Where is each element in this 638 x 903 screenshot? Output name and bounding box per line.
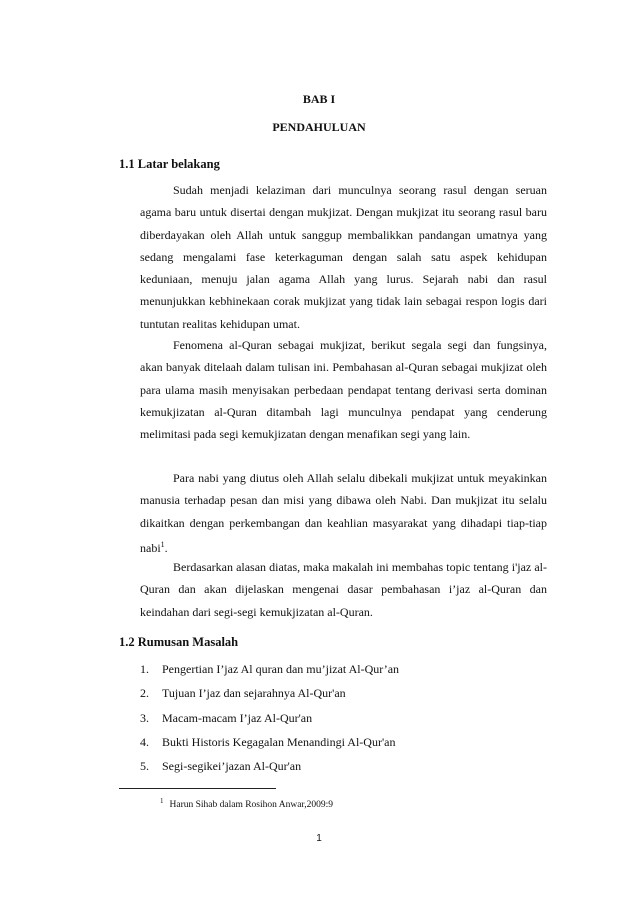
list-item — [140, 730, 399, 754]
paragraph-1 — [140, 179, 547, 335]
list-item — [140, 754, 399, 778]
list-item-text: Pengertian I’jaz Al quran dan mu’jizat Al-Qur’an — [162, 662, 400, 676]
paragraph-2 — [140, 334, 547, 445]
list-item-text: Macam-macam I’jaz Al-Qur'an — [162, 710, 313, 725]
paragraph-1-text: Sudah menjadi kelaziman dari munculnya seorang rasul dengan seruan agama baru untuk disertai dengan mukjizat. Dengan mukjizat itu seorang rasul baru diberdayakan oleh Allah untuk sanggup membalikkan pandangan umatnya yang sedang mengalami fase keterkaguman dengan salah satu aspek kehidupan keduniaan, menuju jalan agama Allah yang lurus. Sejarah nabi dan rasul menunjukkan kebhinekaan corak mukjizat yang tidak lain sebagai respon logis dari tuntutan realitas kehidupan umat. — [140, 183, 547, 331]
paragraph-4-text: Berdasarkan alasan diatas, maka makalah ini membahas topic tentang i'jaz al-Quran dan akan dijelaskan mengenai dasar pembahasan i’jaz al-Quran dan keindahan dari segi-segi kemukjizatan al-Quran. — [140, 560, 547, 619]
paragraph-3-text: Para nabi yang diutus oleh Allah selalu dibekali mukjizat untuk meyakinkan manusia terhadap pesan dan misi yang dibawa oleh Nabi. Dan mukjizat itu selalu dikaitkan dengan perkembangan dan keahlian masyarakat yang dihadapi tiap-tiap nabi — [140, 471, 547, 555]
paragraph-3: Para nabi yang diutus oleh Allah selalu dibekali mukjizat untuk meyakinkan manusia terhadap pesan dan misi yang dibawa oleh Nabi. Dan mukjizat itu selalu dikaitkan dengan perkembangan dan keahlian masyarakat yang dihadapi tiap-tiap nabi$^1$. — [140, 471, 547, 555]
list-item — [140, 681, 399, 705]
page-number: 1 — [316, 833, 322, 844]
section-heading-background: 1.1 Latar belakang — [119, 157, 220, 171]
footnote-number: 1 — [160, 797, 164, 805]
list-item-text: Bukti Historis Kegagalan Menandingi Al-Qur'an — [162, 734, 396, 749]
chapter-number: BAB I — [302, 92, 336, 106]
footnote-reference[interactable]: 1 — [160, 539, 165, 549]
list-item-number: 5. — [140, 759, 149, 774]
list-item-number: 3. — [140, 710, 149, 725]
list-item — [140, 657, 399, 681]
list-item — [140, 706, 399, 730]
list-item-number: 1. — [140, 662, 149, 676]
footnote — [160, 797, 333, 810]
list-item-text: Segi-segikei’jazan Al-Qur'an — [162, 759, 302, 774]
problem-list — [140, 657, 399, 778]
list-item-text: Tujuan I’jaz dan sejarahnya Al-Qur'an — [162, 686, 346, 701]
footnote-divider — [119, 788, 276, 789]
footnote-text: Harun Sihab dalam Rosihon Anwar,2009:9 — [169, 800, 333, 811]
chapter-title: PENDAHULUAN — [272, 120, 366, 134]
paragraph-2-text: Fenomena al-Quran sebagai mukjizat, berikut segala segi dan fungsinya, akan banyak ditelaah dalam tulisan ini. Pembahasan al-Quran sebagai mukjizat oleh para ulama masih menyisakan perbedaan pendapat tentang derivasi serta dominan kemukjizatan al-Quran ditambah lagi munculnya pendapat yang cenderung melimitasi pada segi kemukjizatan dengan menafikan segi yang lain. — [140, 338, 547, 442]
paragraph-4 — [140, 556, 547, 623]
list-item-number: 4. — [140, 734, 149, 749]
list-item-number: 2. — [140, 686, 149, 701]
section-heading-problem: 1.2 Rumusan Masalah — [119, 635, 239, 649]
